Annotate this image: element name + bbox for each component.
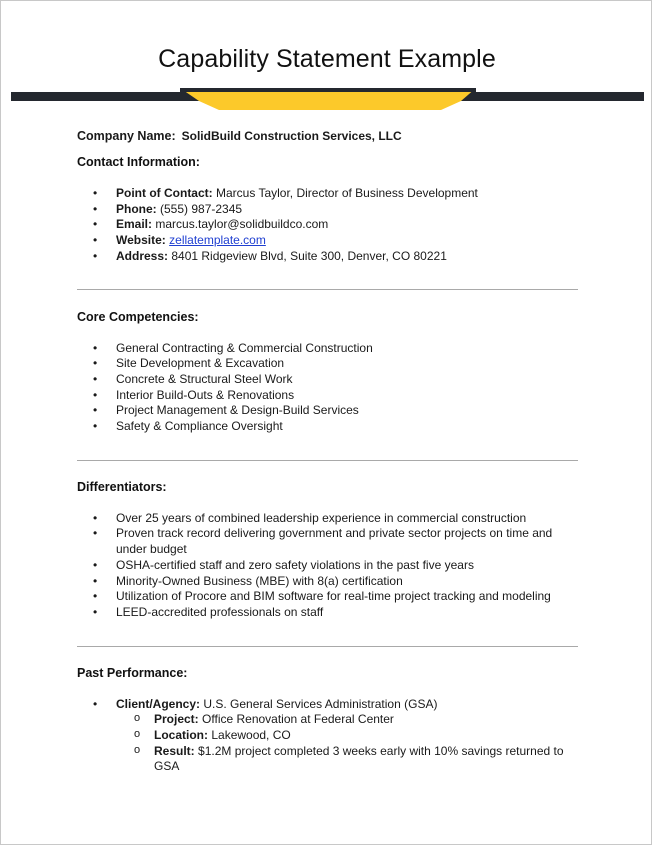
company-name-value: SolidBuild Construction Services, LLC: [181, 129, 402, 143]
competency-item: • Project Management & Design-Build Services: [77, 403, 577, 419]
differentiator-item: • Proven track record delivering government and private sector projects on time and under budget: [77, 526, 577, 557]
project-label: Project:: [154, 712, 199, 727]
past-performance-list: [77, 697, 577, 776]
differentiator-item: • OSHA-certified staff and zero safety violations in the past five years: [77, 558, 577, 574]
project-detail-item: [77, 712, 577, 728]
contact-email-label: Email:: [116, 217, 153, 232]
project-detail-item: [77, 744, 577, 775]
document-body: [77, 129, 577, 775]
header-band: [11, 86, 644, 112]
past-performance-heading: Past Performance:: [77, 665, 188, 680]
differentiators-list: [77, 511, 577, 621]
contact-list: [77, 186, 577, 265]
client-agency-value: U.S. General Services Administration (GSA): [203, 696, 438, 711]
website-link[interactable]: zellatemplate.com: [169, 233, 266, 248]
contact-poc-label: Point of Contact:: [116, 186, 213, 200]
contact-address-value: 8401 Ridgeview Blvd, Suite 300, Denver, CO 80221: [171, 248, 447, 263]
result-label: Result:: [154, 743, 195, 758]
contact-poc-value: Marcus Taylor, Director of Business Development: [216, 186, 478, 200]
competencies-heading: Core Competencies:: [77, 309, 199, 324]
divider-3: [77, 646, 578, 647]
contact-item-poc: [77, 186, 577, 202]
result-value: $1.2M project completed 3 weeks early with 10% savings returned to GSA: [154, 743, 564, 774]
divider-1: [77, 289, 578, 290]
client-agency-item: [77, 697, 577, 776]
differentiator-item: • Minority-Owned Business (MBE) with 8(a) certification: [77, 574, 577, 590]
contact-heading: Contact Information:: [77, 155, 200, 169]
competency-item: • General Contracting & Commercial Construction: [77, 341, 577, 357]
project-value: Office Renovation at Federal Center: [202, 712, 394, 727]
differentiator-item: • LEED-accredited professionals on staff: [77, 605, 577, 621]
competencies-list: [77, 341, 577, 435]
location-value: Lakewood, CO: [211, 728, 291, 743]
contact-item-email: [77, 217, 577, 233]
contact-phone-label: Phone:: [116, 201, 157, 216]
competency-item: • Safety & Compliance Oversight: [77, 419, 577, 435]
header-band-accent-top: [180, 88, 476, 92]
project-detail-item: [77, 728, 577, 744]
contact-item-phone: [77, 202, 577, 218]
differentiators-heading: Differentiators:: [77, 479, 167, 494]
competency-item: • Concrete & Structural Steel Work: [77, 372, 577, 388]
contact-item-address: [77, 249, 577, 265]
contact-address-label: Address:: [116, 248, 169, 263]
location-label: Location:: [154, 728, 208, 743]
client-agency-label: Client/Agency:: [116, 696, 201, 711]
contact-email-value: marcus.taylor@solidbuildco.com: [155, 217, 329, 232]
page-title: Capability Statement Example: [158, 45, 496, 73]
contact-phone-value: (555) 987-2345: [160, 201, 243, 216]
divider-2: [77, 460, 578, 461]
differentiator-item: • Utilization of Procore and BIM software for real-time project tracking and modeling: [77, 589, 577, 605]
company-name-line: [77, 129, 577, 143]
contact-item-website: [77, 233, 577, 249]
competency-item: • Interior Build-Outs & Renovations: [77, 388, 577, 404]
differentiator-item: • Over 25 years of combined leadership experience in commercial construction: [77, 511, 577, 527]
competency-item: • Site Development & Excavation: [77, 356, 577, 372]
project-details-list: [116, 712, 577, 775]
contact-website-label: Website:: [116, 233, 166, 248]
company-name-label: Company Name:: [77, 129, 176, 143]
